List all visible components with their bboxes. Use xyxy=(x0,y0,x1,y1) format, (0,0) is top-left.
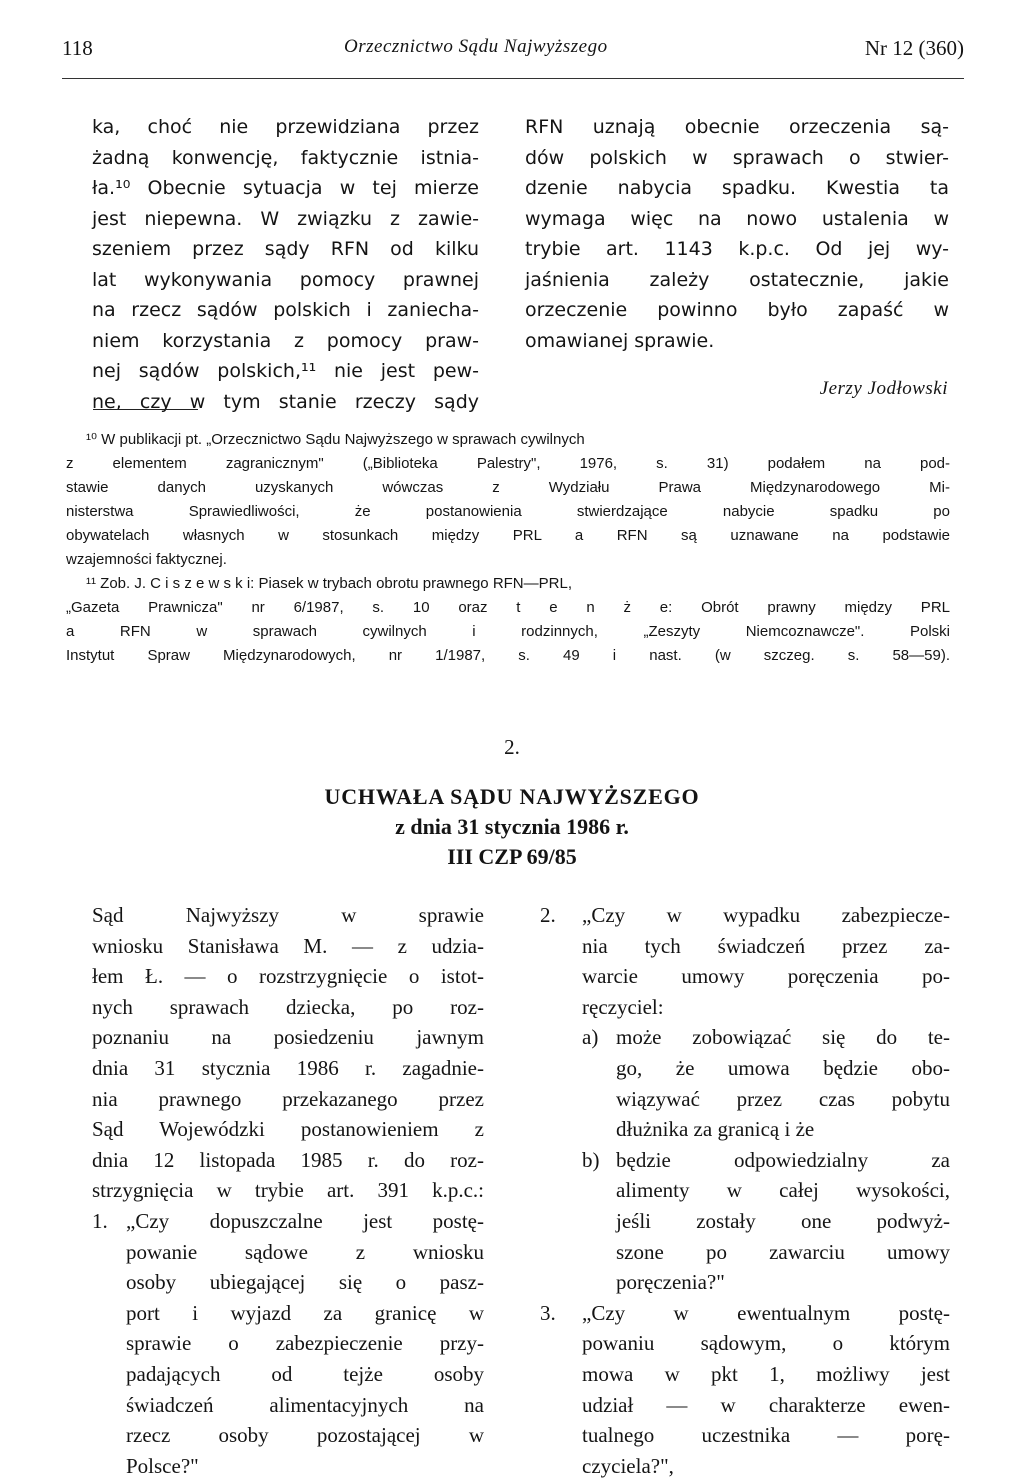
text-line: jeśli zostały one podwyż- xyxy=(616,1208,950,1233)
text-line: omawianej sprawie. xyxy=(525,329,715,352)
text-line: może zobowiązać się do te- xyxy=(616,1025,950,1050)
text-line: niem korzystania z pomocy praw- xyxy=(92,329,479,352)
text-line: padających od tejże osoby xyxy=(126,1361,484,1386)
text-line: szone po zawarciu umowy xyxy=(616,1239,950,1264)
text-line: dów polskich w sprawach o stwier- xyxy=(525,146,949,169)
top-right-column xyxy=(525,112,949,356)
text-line: lat wykonywania pomocy prawnej xyxy=(92,268,479,291)
text-line: nia tych świadczeń przez za- xyxy=(582,933,950,958)
text-line: go, że umowa będzie obo- xyxy=(616,1055,950,1080)
text-line: nia prawnego przekazanego przez xyxy=(92,1086,484,1111)
top-left-column xyxy=(92,112,479,417)
page-header xyxy=(62,30,964,70)
text-line: jest niepewna. W związku z zawie- xyxy=(92,207,479,230)
footnote-line: Instytut Spraw Międzynarodowych, nr 1/1987, s. 49 i nast. (w szczeg. s. 58—59). xyxy=(66,647,950,664)
text-line: osoby ubiegającej się o pasz- xyxy=(126,1270,484,1295)
text-line: orzeczenie powinno było zapaść w xyxy=(525,299,949,321)
text-line: tualnego uczestnika — porę- xyxy=(582,1423,950,1448)
bottom-left-column xyxy=(92,900,484,1481)
text-line: wniosku Stanisława M. — z udzia- xyxy=(92,933,484,958)
text-line: mowa w pkt 1, możliwy jest xyxy=(582,1361,950,1386)
text-line: warcie umowy poręczenia po- xyxy=(582,964,950,989)
text-line: poznaniu na posiedzeniu jawnym xyxy=(92,1025,484,1050)
text-line: ła.¹⁰ Obecnie sytuacja w tej mierze xyxy=(92,177,479,199)
question-number: 1. xyxy=(92,1208,108,1233)
text-line: ne, czy w tym stanie rzeczy sądy xyxy=(92,390,479,413)
text-line: powanie sądowe z wniosku xyxy=(126,1239,484,1264)
text-line: port i wyjazd za granicę w xyxy=(126,1300,484,1325)
text-line: jaśnienia zależy ostatecznie, jakie xyxy=(525,268,949,291)
text-line: nej sądów polskich,¹¹ nie jest pew- xyxy=(92,360,479,382)
text-line: alimenty w całej wysokości, xyxy=(616,1178,950,1203)
footnote-line: z elementem zagranicznym" („Biblioteka Palestry", 1976, s. 31) podałem na pod- xyxy=(66,455,950,472)
text-line: Polsce?" xyxy=(126,1453,199,1478)
text-line: „Czy w wypadku zabezpiecze- xyxy=(582,903,950,927)
heading-case-number: III CZP 69/85 xyxy=(447,844,577,869)
text-line: dnia 12 listopada 1985 r. do roz- xyxy=(92,1147,484,1172)
text-line: będzie odpowiedzialny za xyxy=(616,1147,950,1172)
footnote-line: nisterstwa Sprawiedliwości, że postanowienia stwierdzające nabycie spadku po xyxy=(66,503,950,520)
text-line: „Czy w ewentualnym postę- xyxy=(582,1300,950,1325)
running-title: Orzecznictwo Sądu Najwyższego xyxy=(344,36,608,57)
bottom-right-column xyxy=(540,900,950,1481)
footnote-line: ¹¹ Zob. J. C i s z e w s k i: Piasek w trybach obrotu prawnego RFN—PRL, xyxy=(86,575,572,592)
text-line: wymaga więc na nowo ustalenia w xyxy=(525,207,949,230)
question-2 xyxy=(540,900,950,1298)
text-line: czyciela?", xyxy=(582,1453,674,1478)
footnote-line: wzajemności faktycznej. xyxy=(66,551,227,568)
text-line: dłużnika za granicą i że xyxy=(616,1117,815,1142)
text-line: ka, choć nie przewidziana przez xyxy=(92,116,479,138)
text-line: rzecz osoby pozostającej w xyxy=(126,1423,484,1448)
section-number: 2. xyxy=(504,735,520,759)
heading-date: z dnia 31 stycznia 1986 r. xyxy=(395,814,629,839)
author-signature: Jerzy Jodłowski xyxy=(819,378,948,399)
question-1 xyxy=(92,1206,484,1481)
text-line: powaniu sądowym, o którym xyxy=(582,1331,950,1356)
text-line: strzygnięcia w trybie art. 391 k.p.c.: xyxy=(92,1178,484,1203)
text-line: żadną konwencję, faktycznie istnia- xyxy=(92,146,479,169)
text-line: dnia 31 stycznia 1986 r. zagadnie- xyxy=(92,1055,484,1080)
text-line: udział — w charakterze ewen- xyxy=(582,1392,950,1417)
text-line: „Czy dopuszczalne jest postę- xyxy=(126,1208,484,1233)
text-line: RFN uznają obecnie orzeczenia są- xyxy=(525,116,949,138)
text-line: poręczenia?" xyxy=(616,1270,725,1295)
text-line: trybie art. 1143 k.p.c. Od jej wy- xyxy=(525,238,949,260)
footnote-line: „Gazeta Prawnicza" nr 6/1987, s. 10 oraz t e n ż e: Obrót prawny między PRL xyxy=(66,599,950,616)
text-line: łem Ł. — o rozstrzygnięcie o istot- xyxy=(92,964,484,989)
option-label: b) xyxy=(582,1147,600,1172)
option-b xyxy=(582,1145,950,1298)
text-line: dzenie nabycia spadku. Kwestia ta xyxy=(525,177,949,199)
question-number: 3. xyxy=(540,1300,556,1325)
footnote-rule xyxy=(93,409,198,410)
footnote-line: obywatelach własnych w stosunkach między PRL a RFN są uznawane na podstawie xyxy=(66,527,950,544)
footnote-line: stawie danych uzyskanych wówczas z Wydziału Prawa Międzynarodowego Mi- xyxy=(66,479,950,496)
text-line: ręczyciel: xyxy=(582,994,664,1019)
text-line: świadczeń alimentacyjnych na xyxy=(126,1392,484,1417)
resolution-heading xyxy=(0,782,1024,872)
text-line: wiązywać przez czas pobytu xyxy=(616,1086,950,1111)
text-line: Sąd Najwyższy w sprawie xyxy=(92,903,484,927)
text-line: nych sprawach dziecka, po roz- xyxy=(92,994,484,1019)
question-3 xyxy=(540,1298,950,1481)
text-line: na rzecz sądów polskich i zaniecha- xyxy=(92,299,479,321)
issue-number: Nr 12 (360) xyxy=(864,36,964,60)
footnote-line: ¹⁰ W publikacji pt. „Orzecznictwo Sądu Najwyższego w sprawach cywilnych xyxy=(86,431,585,448)
option-label: a) xyxy=(582,1025,599,1050)
heading-title: UCHWAŁA SĄDU NAJWYŻSZEGO xyxy=(324,784,700,809)
text-line: sprawie o zabezpieczenie przy- xyxy=(126,1331,484,1356)
option-a xyxy=(582,1022,950,1144)
footnotes xyxy=(66,428,950,668)
page-number: 118 xyxy=(62,36,93,60)
footnote-line: a RFN w sprawach cywilnych i rodzinnych, „Zeszyty Niemcoznawcze". Polski xyxy=(66,623,950,640)
question-number: 2. xyxy=(540,903,556,927)
text-line: szeniem przez sądy RFN od kilku xyxy=(92,238,479,260)
text-line: Sąd Wojewódzki postanowieniem z xyxy=(92,1117,484,1142)
header-rule xyxy=(62,78,964,79)
